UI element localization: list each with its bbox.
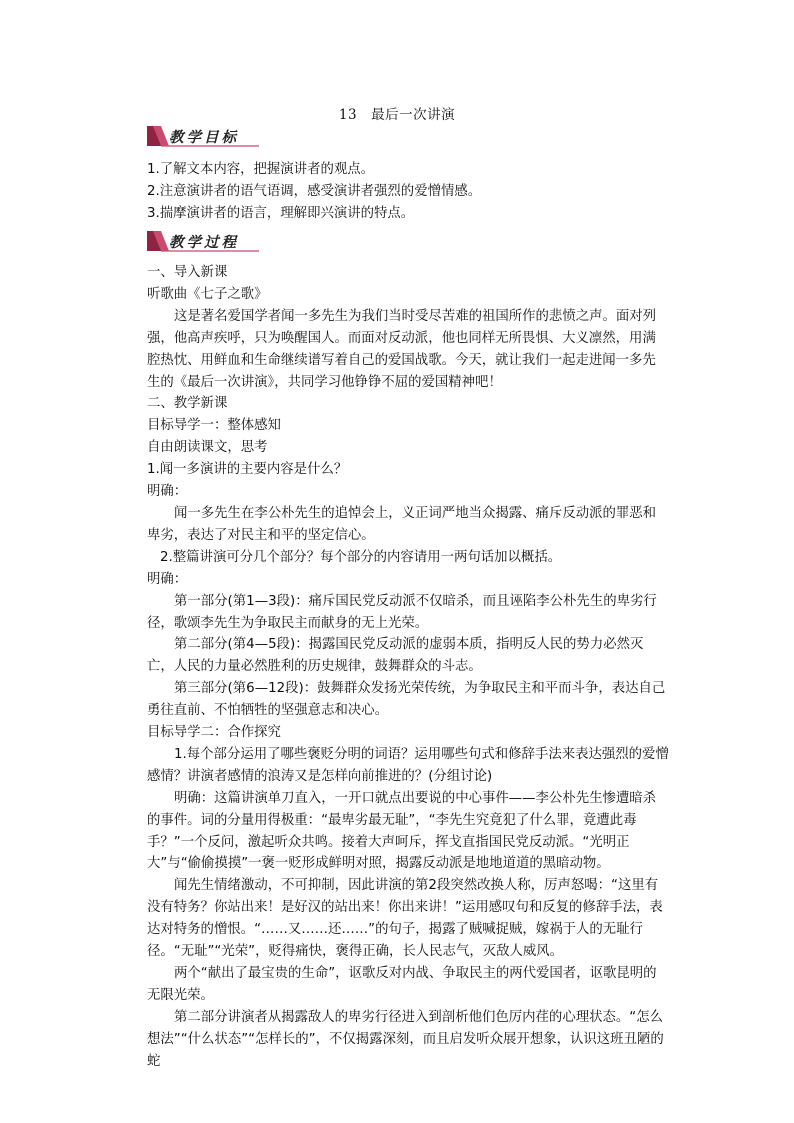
paragraph: 这是著名爱国学者闻一多先生为我们当时受尽苦难的祖国所作的悲愤之声。面对列强，他高声疾呼，只为唤醒国人。而面对反动派，他也同样无所畏惧、大义凛然，用满腔热忱、用鲜血和生命继续谱写着自己的爱国战歌。今天，就让我们一起走进闻一多先生的《最后一次讲演》，共同学习他铮铮不屈的爱国精神吧！ (147, 308, 657, 390)
paragraph: 第二部分讲演者从揭露敌人的卑劣行径进入到剖析他们色厉内荏的心理状态。“怎么想法”“什么状态”“怎样长的”，不仅揭露深刻，而且启发听众展开想象，认识这班丑陋的蛇 (147, 1009, 664, 1069)
paragraph: 闻一多先生在李公朴先生的追悼会上，义正词严地当众揭露、痛斥反动派的罪恶和卑劣，表达了对民主和平的坚定信心。 (147, 505, 657, 543)
paragraph: 听歌曲《七子之歌》 (147, 286, 268, 302)
page-title: 13 最后一次讲演 (338, 107, 456, 123)
goals-list (147, 159, 669, 225)
section-banner-process (147, 229, 259, 253)
process-content (147, 262, 669, 1073)
paragraph: 闻先生情绪激动，不可抑制，因此讲演的第2段突然改换人称，厉声怒喝：“这里有没有特务？你站出来！是好汉的站出来！你出来讲！”运用感叹句和反复的修辞手法，表达对特务的憎恨。“……又……还……”的句子，揭露了贼喊捉贼，嫁祸于人的无耻行径。“无耻”“光荣”，贬得痛快，褒得正确，长人民志气，灭敌人威风。 (147, 878, 663, 960)
goal-item: 1.了解文本内容，把握演讲者的观点。 (147, 162, 375, 177)
paragraph: 1.闻一多演讲的主要内容是什么？ (147, 462, 348, 478)
paragraph: 1.每个部分运用了哪些褒贬分明的词语？运用哪些句式和修辞手法来表达强烈的爱憎感情？讲演者感情的浪涛又是怎样向前推进的？(分组讨论) (147, 746, 669, 784)
paragraph: 第二部分(第4—5段)：揭露国民党反动派的虚弱本质，指明反人民的势力必然灭亡，人民的力量必然胜利的历史规律，鼓舞群众的斗志。 (147, 637, 644, 675)
paragraph: 目标导学二：合作探究 (147, 725, 281, 741)
goal-item: 3.揣摩演讲者的语言，理解即兴演讲的特点。 (147, 205, 415, 221)
process-heading: 教学过程 (169, 234, 239, 251)
paragraph: 自由朗读课文，思考 (147, 440, 268, 456)
paragraph: 2.整篇讲演可分几个部分？每个部分的内容请用一两句话加以概括。 (160, 549, 562, 565)
paragraph: 明确： (147, 484, 188, 500)
paragraph: 两个“献出了最宝贵的生命”，讴歌反对内战、争取民主的两代爱国者，讴歌昆明的无限光荣。 (147, 966, 657, 1003)
paragraph: 第一部分(第1—3段)：痛斥国民党反动派不仅暗杀，而且诬陷李公朴先生的卑劣行径，歌颂李先生为争取民主而献身的无上光荣。 (147, 593, 657, 631)
paragraph: 明确： (147, 571, 188, 587)
paragraph: 第三部分(第6—12段)：鼓舞群众发扬光荣传统，为争取民主和平而斗争，表达自己勇往直前、不怕牺牲的坚强意志和决心。 (147, 681, 666, 719)
paragraph: 二、教学新课 (147, 396, 228, 412)
paragraph: 目标导学一：整体感知 (147, 418, 281, 434)
goal-item: 2.注意演讲者的语气语调，感受演讲者强烈的爱憎情感。 (147, 183, 482, 199)
paragraph: 明确：这篇讲演单刀直入，一开口就点出要说的中心事件——李公朴先生惨遭暗杀的事件。词的分量用得极重：“最卑劣最无耻”，“李先生究竟犯了什么罪，竟遭此毒手？”一个反问，激起听众共鸣。接着大声呵斥，挥戈直指国民党反动派。“光明正大”与“偷偷摸摸”一褒一贬形成鲜明对照，揭露反动派是地地道道的黑暗动物。 (147, 790, 657, 872)
goals-heading: 教学目标 (169, 129, 239, 146)
paragraph: 一、导入新课 (147, 265, 228, 280)
section-banner-goals (147, 124, 259, 148)
